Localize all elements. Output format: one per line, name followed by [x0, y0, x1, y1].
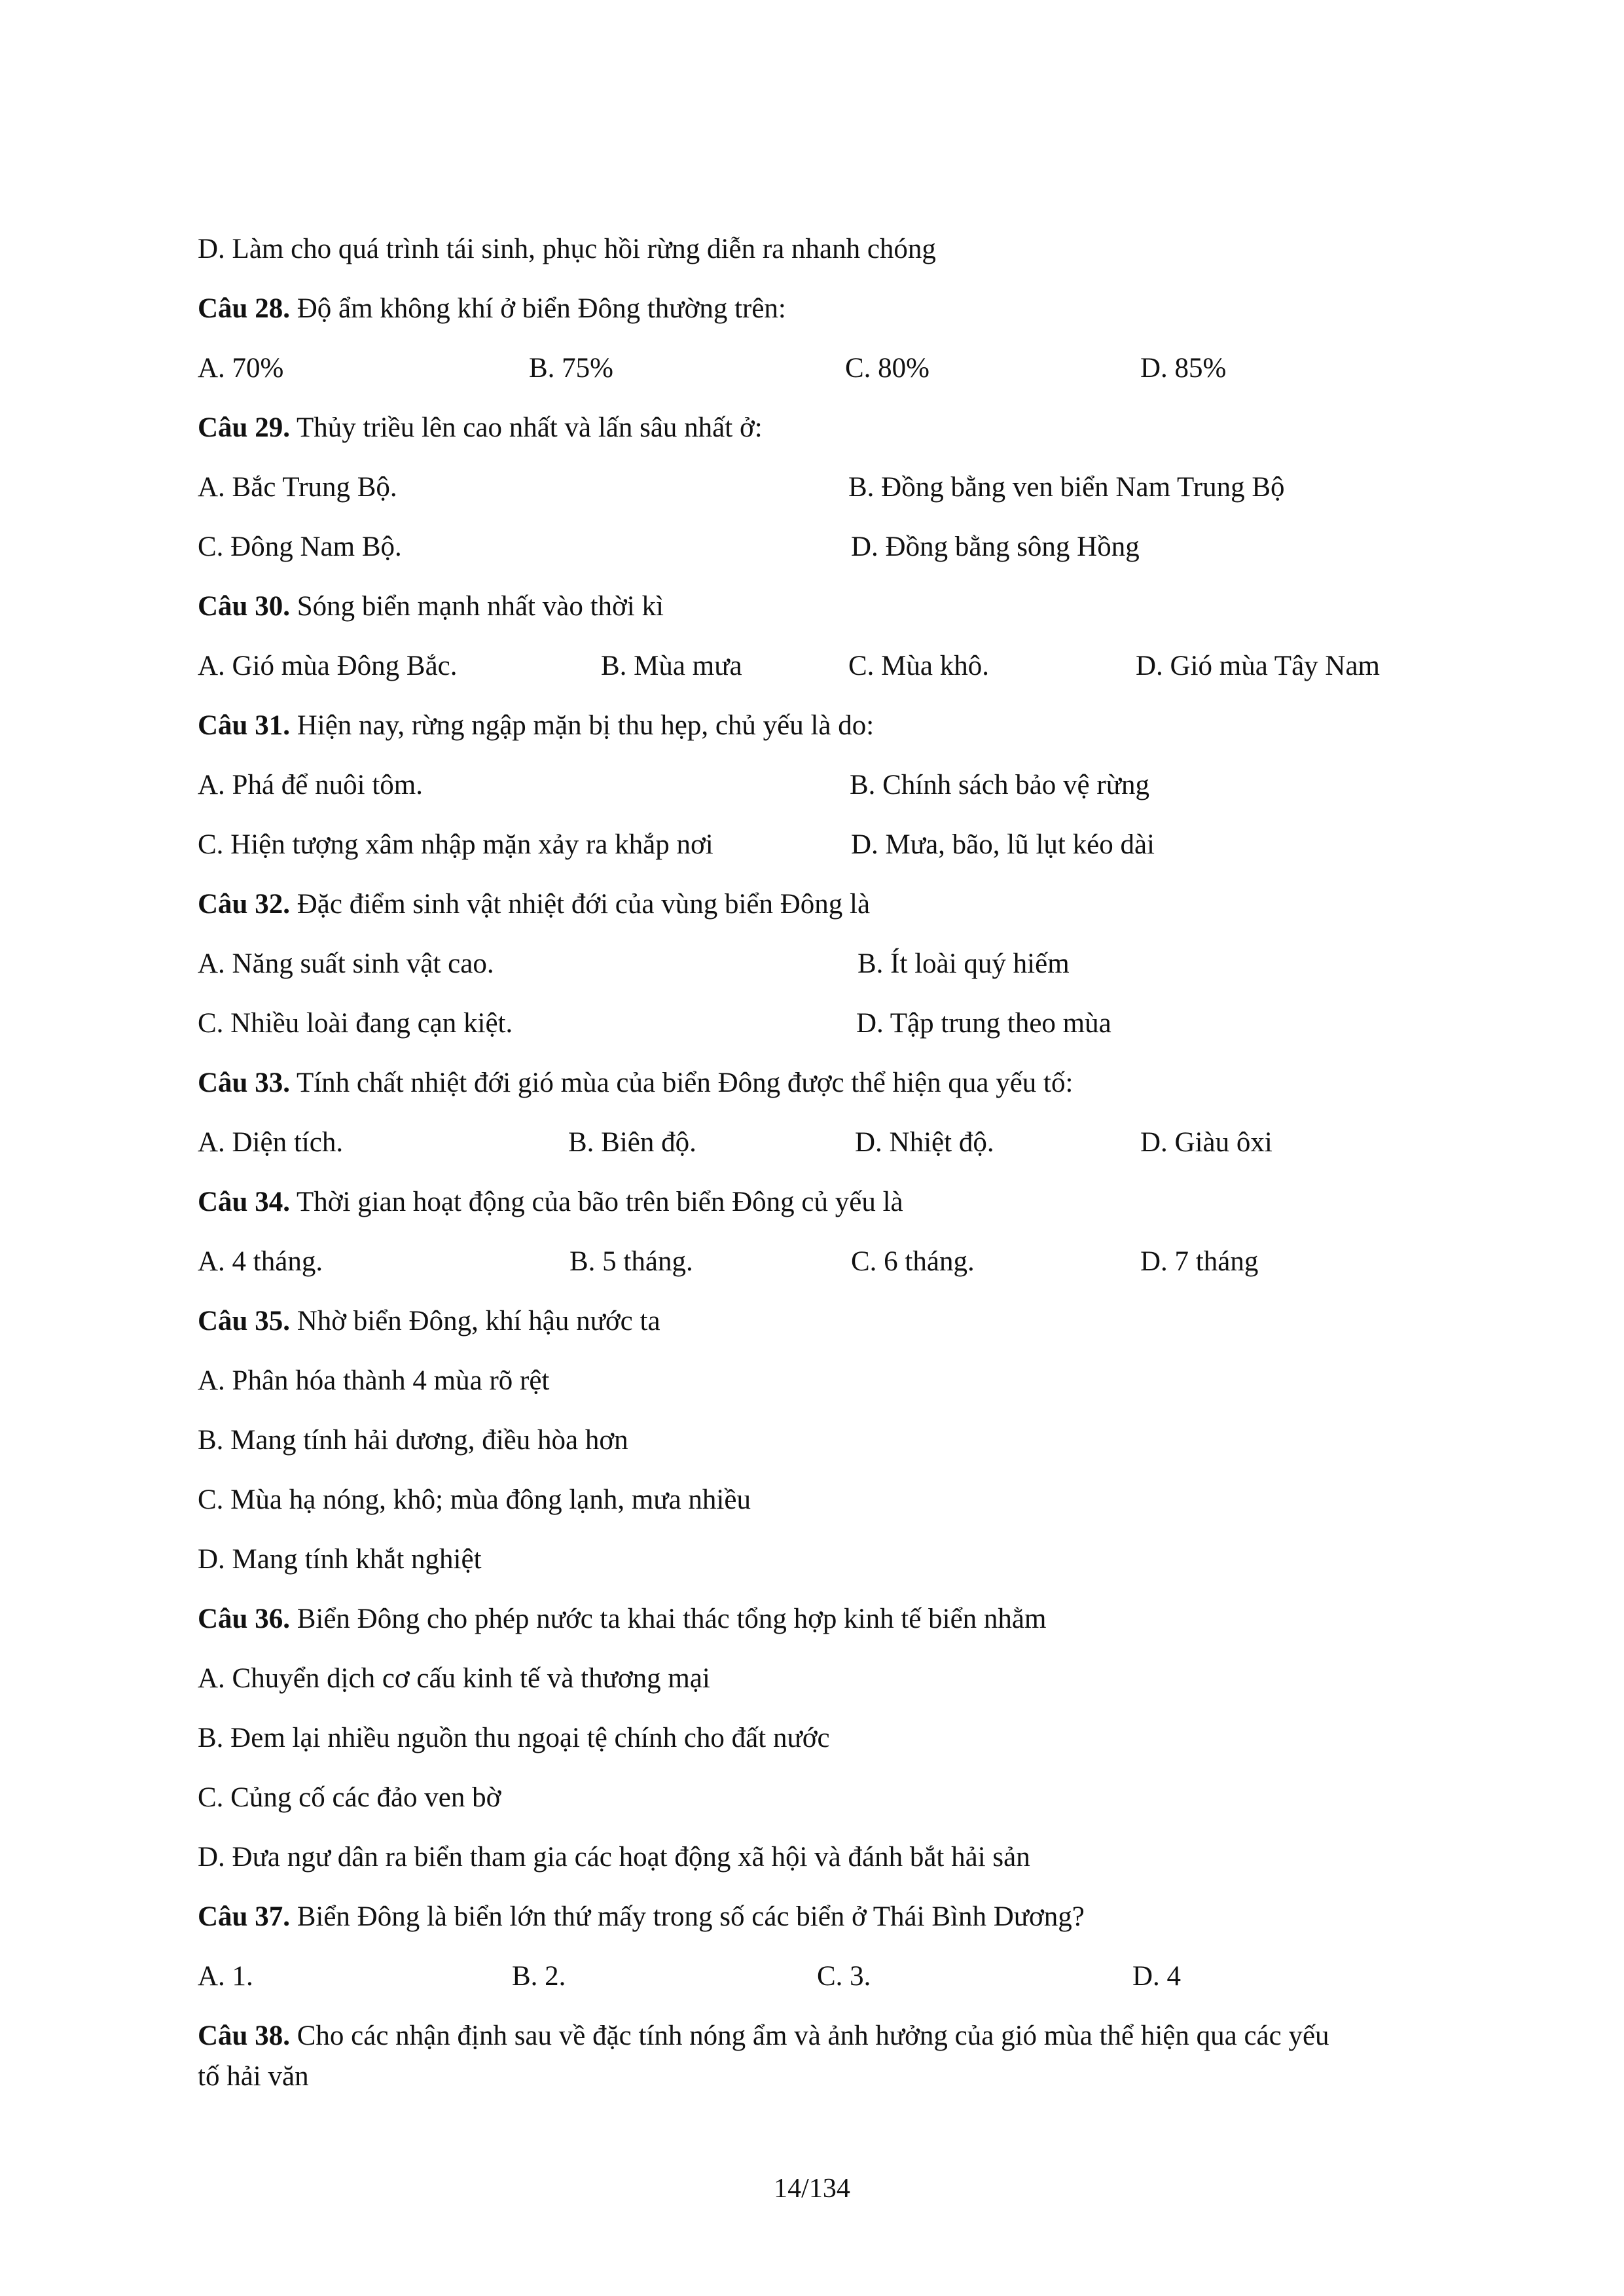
question-label: Câu 33.: [198, 1067, 290, 1098]
option-b: B. Đồng bằng ven biển Nam Trung Bộ: [848, 472, 1285, 503]
option-b: B. Biên độ.: [568, 1127, 696, 1158]
option-a: A. Chuyển dịch cơ cấu kinh tế và thương mại: [198, 1663, 710, 1694]
question-text: Sóng biển mạnh nhất vào thời kì: [289, 591, 664, 622]
question-label: Câu 38.: [198, 2020, 290, 2051]
question-text: Hiện nay, rừng ngập mặn bị thu hẹp, chủ yếu là do:: [289, 710, 875, 741]
option-a: A. Phá để nuôi tôm.: [198, 770, 423, 800]
option-d: D. Mưa, bão, lũ lụt kéo dài: [851, 829, 1155, 860]
option-d: D. 7 tháng: [1140, 1246, 1259, 1277]
question-text: Nhờ biển Đông, khí hậu nước ta: [289, 1306, 660, 1336]
option-b: B. Đem lại nhiều nguồn thu ngoại tệ chính cho đất nước: [198, 1723, 830, 1753]
option-a: A. 70%: [198, 353, 284, 384]
option-b: B. 2.: [512, 1961, 566, 1992]
question-36: [198, 1602, 1046, 1637]
option-c: C. 6 tháng.: [851, 1246, 975, 1277]
option-c: D. Nhiệt độ.: [855, 1127, 994, 1158]
question-text: Tính chất nhiệt đới gió mùa của biển Đông được thể hiện qua yếu tố:: [289, 1067, 1074, 1098]
question-text: Biển Đông là biển lớn thứ mấy trong số các biển ở Thái Bình Dương?: [289, 1901, 1085, 1932]
option-a: A. Diện tích.: [198, 1127, 344, 1158]
question-37: [198, 1899, 1085, 1935]
option-d: D. Giàu ôxi: [1140, 1127, 1272, 1158]
option-c: C. Mùa hạ nóng, khô; mùa đông lạnh, mưa nhiều: [198, 1484, 751, 1515]
option-d: D. Gió mùa Tây Nam: [1136, 651, 1380, 681]
option-c: C. Mùa khô.: [848, 651, 989, 681]
question-text: Độ ẩm không khí ở biển Đông thường trên:: [289, 293, 786, 324]
question-29: [198, 410, 763, 446]
option-b: B. Ít loài quý hiếm: [857, 948, 1070, 979]
question-text: Biển Đông cho phép nước ta khai thác tổng hợp kinh tế biển nhằm: [289, 1604, 1047, 1634]
option-d: D. 4: [1132, 1961, 1182, 1992]
question-31: [198, 708, 874, 744]
question-label: Câu 30.: [198, 591, 290, 622]
option-b: B. Mùa mưa: [601, 651, 742, 681]
option-a: A. Năng suất sinh vật cao.: [198, 948, 494, 979]
option-b: B. 75%: [529, 353, 613, 384]
option-c: C. Củng cố các đảo ven bờ: [198, 1782, 501, 1813]
question-label: Câu 34.: [198, 1187, 290, 1217]
question-34: [198, 1185, 903, 1220]
option-d: D. Đưa ngư dân ra biển tham gia các hoạt động xã hội và đánh bắt hải sản: [198, 1842, 1030, 1873]
question-label: Câu 29.: [198, 412, 290, 443]
question-label: Câu 35.: [198, 1306, 290, 1336]
question-32: [198, 887, 870, 922]
page-number: 14/134: [774, 2174, 850, 2204]
question-28: [198, 291, 786, 327]
option-b: B. Chính sách bảo vệ rừng: [850, 770, 1150, 800]
option-line: D. Làm cho quá trình tái sinh, phục hồi rừng diễn ra nhanh chóng: [198, 234, 936, 264]
question-38: [198, 2018, 1329, 2054]
option-d: D. Đồng bằng sông Hồng: [851, 531, 1140, 562]
option-c: C. 3.: [817, 1961, 871, 1992]
question-label: Câu 28.: [198, 293, 290, 324]
question-text-continuation: tố hải văn: [198, 2061, 309, 2092]
question-label: Câu 32.: [198, 889, 290, 920]
question-text: Cho các nhận định sau về đặc tính nóng ẩm và ảnh hưởng của gió mùa thể hiện qua các yếu: [289, 2020, 1329, 2051]
question-30: [198, 589, 664, 624]
option-a: A. Gió mùa Đông Bắc.: [198, 651, 458, 681]
option-a: A. Phân hóa thành 4 mùa rõ rệt: [198, 1365, 550, 1396]
option-a: A. 1.: [198, 1961, 253, 1992]
option-d: D. 85%: [1140, 353, 1227, 384]
option-c: C. Hiện tượng xâm nhập mặn xảy ra khắp nơi: [198, 829, 713, 860]
question-text: Đặc điểm sinh vật nhiệt đới của vùng biển Đông là: [289, 889, 871, 920]
option-b: B. Mang tính hải dương, điều hòa hơn: [198, 1425, 628, 1456]
question-text: Thời gian hoạt động của bão trên biển Đông củ yếu là: [289, 1187, 903, 1217]
question-35: [198, 1304, 660, 1339]
option-a: A. 4 tháng.: [198, 1246, 323, 1277]
question-label: Câu 31.: [198, 710, 290, 741]
question-label: Câu 36.: [198, 1604, 290, 1634]
option-c: C. Đông Nam Bộ.: [198, 531, 402, 562]
option-b: B. 5 tháng.: [569, 1246, 693, 1277]
option-a: A. Bắc Trung Bộ.: [198, 472, 397, 503]
question-label: Câu 37.: [198, 1901, 290, 1932]
option-c: C. 80%: [845, 353, 929, 384]
option-d: D. Tập trung theo mùa: [856, 1008, 1111, 1039]
question-text: Thủy triều lên cao nhất và lấn sâu nhất ở:: [289, 412, 763, 443]
question-33: [198, 1066, 1073, 1101]
option-d: D. Mang tính khắt nghiệt: [198, 1544, 482, 1575]
option-c: C. Nhiều loài đang cạn kiệt.: [198, 1008, 513, 1039]
